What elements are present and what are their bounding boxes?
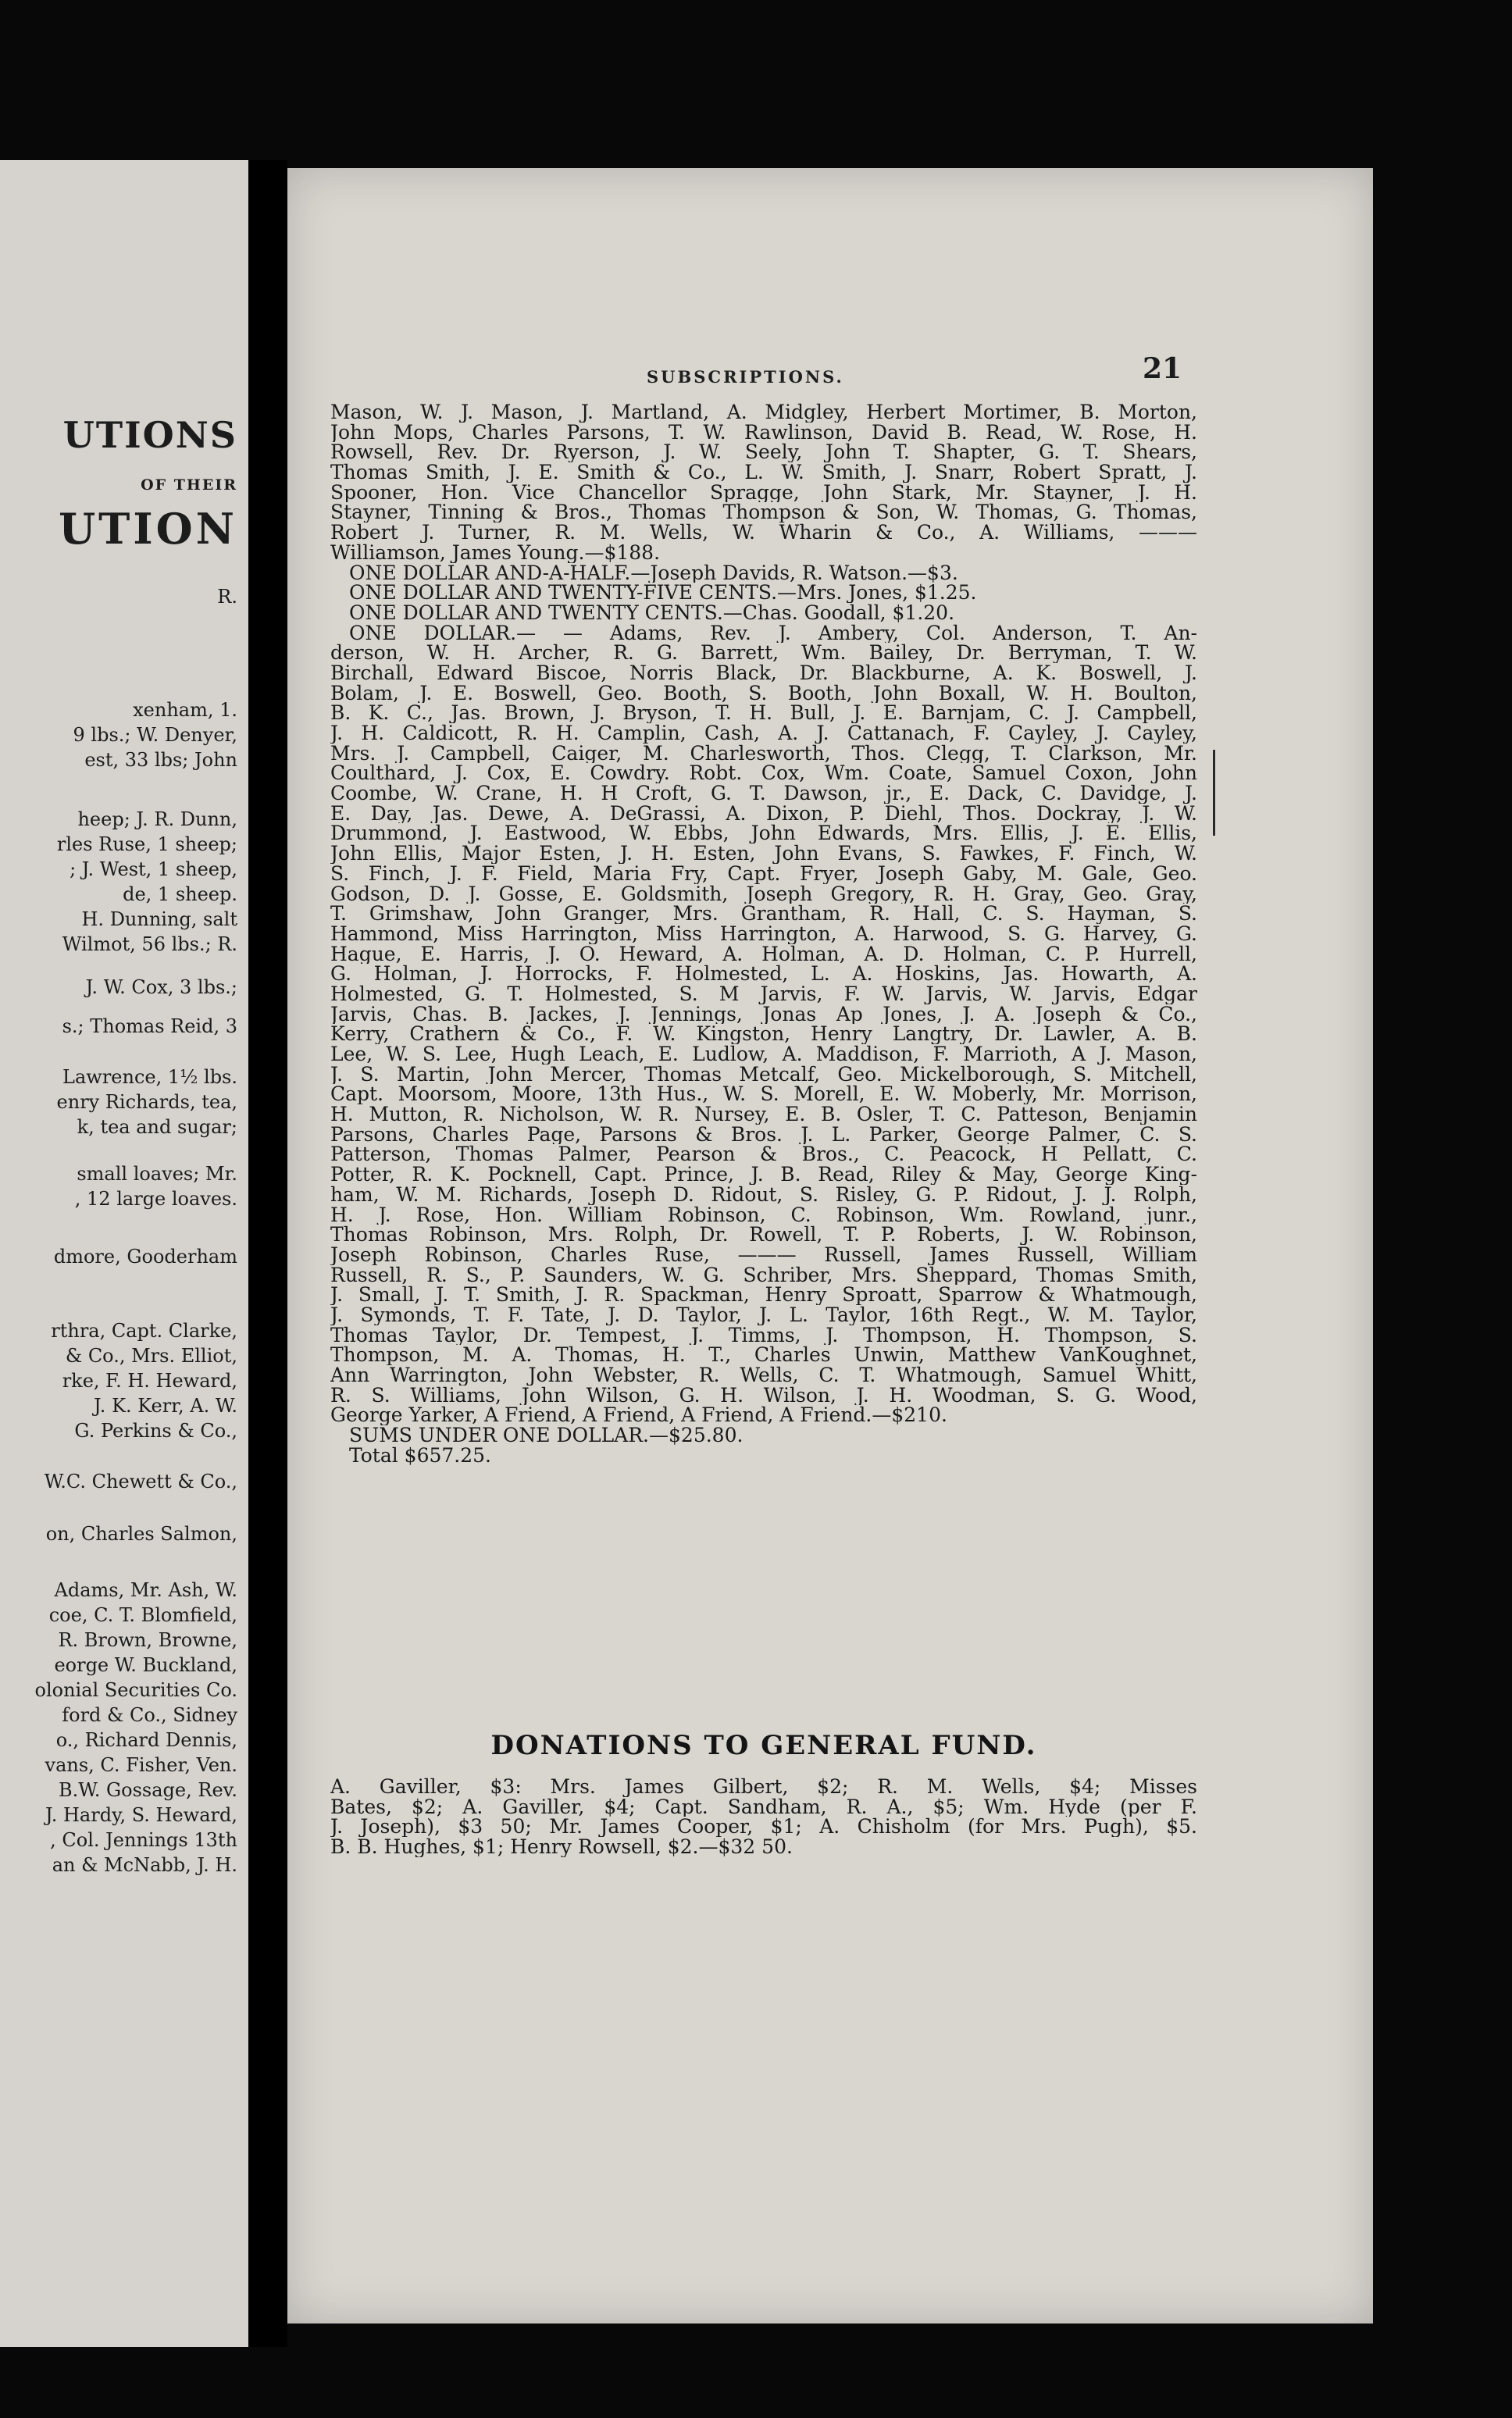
donations-list xyxy=(330,1777,1197,1857)
left-line: & Co., Mrs. Elliot, xyxy=(65,1345,237,1367)
text-line: Birchall, Edward Biscoe, Norris Black, Dr. Blackburne, A. K. Boswell, J. xyxy=(330,662,1197,683)
page-number: 21 xyxy=(1143,352,1182,385)
left-page xyxy=(0,160,248,2347)
right-page xyxy=(287,168,1373,2323)
left-line: dmore, Gooderham xyxy=(53,1246,237,1268)
text-line: Williamson, James Young.—$188. xyxy=(330,542,661,563)
text-line: Coulthard, J. Cox, E. Cowdry. Robt. Cox, Wm. Coate, Samuel Coxon, John xyxy=(330,763,1197,784)
left-line: k, tea and sugar; xyxy=(77,1116,237,1138)
left-line: vans, C. Fisher, Ven. xyxy=(45,1754,237,1776)
text-line: B. B. Hughes, $1; Henry Rowsell, $2.—$32 50. xyxy=(330,1837,793,1857)
text-line: Coombe, W. Crane, H. H Croft, G. T. Dawson, jr., E. Dack, C. Davidge, J. xyxy=(330,783,1197,804)
running-head: SUBSCRIPTIONS. xyxy=(647,367,844,387)
text-line: Bates, $2; A. Gaviller, $4; Capt. Sandham, R. A., $5; Wm. Hyde (per F. xyxy=(330,1796,1197,1817)
text-line: Mrs. J. Campbell, Caiger, M. Charlesworth, Thos. Clegg, T. Clarkson, Mr. xyxy=(330,743,1197,764)
left-line: , 12 large loaves. xyxy=(74,1188,237,1210)
left-line: Wilmot, 56 lbs.; R. xyxy=(62,933,237,955)
left-line: G. Perkins & Co., xyxy=(74,1420,237,1442)
text-line: Jarvis, Chas. B. Jackes, J. Jennings, Jonas Ap Jones, J. A. Joseph & Co., xyxy=(330,1004,1197,1025)
left-line: Adams, Mr. Ash, W. xyxy=(54,1579,237,1601)
text-line: Joseph Robinson, Charles Ruse, ——— Russell, James Russell, William xyxy=(330,1244,1197,1265)
text-line: J. Small, J. T. Smith, J. R. Spackman, Henry Sproatt, Sparrow & Whatmough, xyxy=(330,1285,1197,1305)
text-line: Russell, R. S., P. Saunders, W. G. Schriber, Mrs. Sheppard, Thomas Smith, xyxy=(330,1264,1197,1286)
left-line: enry Richards, tea, xyxy=(56,1091,237,1113)
left-line: R. Brown, Browne, xyxy=(58,1629,237,1651)
left-line: de, 1 sheep. xyxy=(123,883,237,905)
text-line: Hammond, Miss Harrington, Miss Harrington, A. Harwood, S. G. Harvey, G. xyxy=(330,923,1197,944)
text-line: Stayner, Tinning & Bros., Thomas Thompson & Son, W. Thomas, G. Thomas, xyxy=(330,502,1197,523)
section-heading: DONATIONS TO GENERAL FUND. xyxy=(490,1730,1037,1761)
text-line: G. Holman, J. Horrocks, F. Holmested, L. A. Hoskins, Jas. Howarth, A. xyxy=(330,964,1197,984)
left-line: xenham, 1. xyxy=(133,699,237,721)
text-line: Kerry, Crathern & Co., F. W. Kingston, Henry Langtry, Dr. Lawler, A. B. xyxy=(330,1024,1197,1044)
text-line: S. Finch, J. F. Field, Maria Fry, Capt. Fryer, Joseph Gaby, M. Gale, Geo. xyxy=(330,863,1197,884)
text-line: Mason, W. J. Mason, J. Martland, A. Midgley, Herbert Mortimer, B. Morton, xyxy=(330,402,1197,423)
left-line: rthra, Capt. Clarke, xyxy=(51,1320,237,1342)
text-line: J. Symonds, T. F. Tate, J. D. Taylor, J. L. Taylor, 16th Regt., W. M. Taylor, xyxy=(330,1304,1197,1325)
left-line: , Col. Jennings 13th xyxy=(50,1829,237,1851)
text-line: A. Gaviller, $3: Mrs. James Gilbert, $2; R. M. Wells, $4; Misses xyxy=(330,1777,1197,1797)
text-line: Drummond, J. Eastwood, W. Ebbs, John Edwards, Mrs. Ellis, J. E. Ellis, xyxy=(330,823,1197,844)
text-line: Spooner, Hon. Vice Chancellor Spragge, John Stark, Mr. Stayner, J. H. xyxy=(330,482,1197,503)
text-line: Godson, D. J. Gosse, E. Goldsmith, Joseph Gregory, R. H. Gray, Geo. Gray, xyxy=(330,883,1197,904)
text-line: B. K. C., Jas. Brown, J. Bryson, T. H. Bull, J. E. Barnjam, C. J. Campbell, xyxy=(330,703,1197,723)
left-line: small loaves; Mr. xyxy=(77,1163,237,1185)
text-line: ONE DOLLAR AND TWENTY-FIVE CENTS.—Mrs. Jones, $1.25. xyxy=(349,583,977,603)
left-line: eorge W. Buckland, xyxy=(54,1654,237,1676)
text-line: H. J. Rose, Hon. William Robinson, C. Robinson, Wm. Rowland, junr., xyxy=(330,1204,1197,1225)
left-line: olonial Securities Co. xyxy=(34,1679,237,1701)
left-line: s.; Thomas Reid, 3 xyxy=(62,1015,237,1037)
left-line: OF THEIR xyxy=(141,476,237,494)
text-line: Holmested, G. T. Holmested, S. M Jarvis, F. W. Jarvis, W. Jarvis, Edgar xyxy=(330,983,1197,1004)
text-line: J. S. Martin, John Mercer, Thomas Metcalf, Geo. Mickelborough, S. Mitchell, xyxy=(330,1064,1197,1085)
text-line: Hague, E. Harris, J. O. Heward, A. Holman, A. D. Holman, C. P. Hurrell, xyxy=(330,943,1197,965)
text-line: Patterson, Thomas Palmer, Pearson & Bros., C. Peacock, H Pellatt, C. xyxy=(330,1144,1197,1165)
text-line: Thomas Smith, J. E. Smith & Co., L. W. Smith, J. Snarr, Robert Spratt, J. xyxy=(330,462,1197,483)
text-line: Ann Warrington, John Webster, R. Wells, C. T. Whatmough, Samuel Whitt, xyxy=(330,1365,1197,1386)
left-line: an & McNabb, J. H. xyxy=(52,1854,237,1876)
left-line: on, Charles Salmon, xyxy=(45,1523,237,1545)
left-line: B.W. Gossage, Rev. xyxy=(59,1779,237,1801)
text-line: Rowsell, Rev. Dr. Ryerson, J. W. Seely, John T. Shapter, G. T. Shears, xyxy=(330,442,1197,463)
left-line: est, 33 lbs; John xyxy=(84,749,237,771)
text-line: J. Joseph), $3 50; Mr. James Cooper, $1; A. Chisholm (for Mrs. Pugh), $5. xyxy=(330,1817,1197,1838)
text-line: John Mops, Charles Parsons, T. W. Rawlinson, David B. Read, W. Rose, H. xyxy=(330,422,1197,443)
text-line: ONE DOLLAR.— — Adams, Rev. J. Ambery, Col. Anderson, T. An- xyxy=(349,622,1197,644)
text-line: H. Mutton, R. Nicholson, W. R. Nursey, E. B. Osler, T. C. Patteson, Benjamin xyxy=(330,1104,1197,1125)
left-line: UTION xyxy=(59,504,237,554)
left-line: Lawrence, 1½ lbs. xyxy=(62,1066,237,1088)
text-line: Bolam, J. E. Boswell, Geo. Booth, S. Booth, John Boxall, W. H. Boulton, xyxy=(330,683,1197,704)
left-line: rles Ruse, 1 sheep; xyxy=(56,833,237,855)
left-line: J. W. Cox, 3 lbs.; xyxy=(85,976,237,998)
text-line: Capt. Moorsom, Moore, 13th Hus., W. S. Morell, E. W. Moberly, Mr. Morrison, xyxy=(330,1084,1197,1105)
left-line: ford & Co., Sidney xyxy=(62,1704,237,1726)
text-line: Robert J. Turner, R. M. Wells, W. Wharin & Co., A. Williams, ——— xyxy=(330,522,1197,543)
text-line: Thomas Robinson, Mrs. Rolph, Dr. Rowell, T. P. Roberts, J. W. Robinson, xyxy=(330,1225,1197,1245)
text-line: ham, W. M. Richards, Joseph D. Ridout, S. Risley, G. P. Ridout, J. J. Rolph, xyxy=(330,1184,1197,1205)
text-line: Parsons, Charles Page, Parsons & Bros. J. L. Parker, George Palmer, C. S. xyxy=(330,1124,1197,1145)
left-line: coe, C. T. Blomfield, xyxy=(48,1604,237,1626)
text-line: derson, W. H. Archer, R. G. Barrett, Wm. Bailey, Dr. Berryman, T. W. xyxy=(330,643,1197,663)
left-line: W.C. Chewett & Co., xyxy=(44,1471,237,1493)
text-line: ONE DOLLAR AND-A-HALF.—Joseph Davids, R. Watson.—$3. xyxy=(349,562,958,583)
text-line: SUMS UNDER ONE DOLLAR.—$25.80. xyxy=(349,1425,744,1446)
text-line: J. H. Caldicott, R. H. Camplin, Cash, A. J. Cattanach, F. Cayley, J. Cayley, xyxy=(330,723,1197,744)
text-line: R. S. Williams, John Wilson, G. H. Wilson, J. H. Woodman, S. G. Wood, xyxy=(330,1385,1197,1406)
left-line: o., Richard Dennis, xyxy=(55,1729,237,1751)
left-line: rke, F. H. Heward, xyxy=(62,1370,237,1392)
margin-mark xyxy=(1213,750,1215,836)
left-line: J. K. Kerr, A. W. xyxy=(94,1395,237,1417)
text-line: E. Day, Jas. Dewe, A. DeGrassi, A. Dixon, P. Diehl, Thos. Dockray, J. W. xyxy=(330,803,1197,824)
text-line: George Yarker, A Friend, A Friend, A Friend, A Friend.—$210. xyxy=(330,1405,947,1426)
left-line: J. Hardy, S. Heward, xyxy=(45,1804,237,1826)
text-line: Lee, W. S. Lee, Hugh Leach, E. Ludlow, A. Maddison, F. Marrioth, A J. Mason, xyxy=(330,1044,1197,1065)
left-line: UTIONS xyxy=(62,414,237,456)
book-gutter xyxy=(248,160,287,2347)
text-line: Potter, R. K. Pocknell, Capt. Prince, J. B. Read, Riley & May, George King- xyxy=(330,1164,1197,1185)
text-line: John Ellis, Major Esten, J. H. Esten, John Evans, S. Fawkes, F. Finch, W. xyxy=(330,843,1197,864)
left-line: R. xyxy=(217,586,237,608)
left-line: 9 lbs.; W. Denyer, xyxy=(73,724,237,746)
text-line: Thompson, M. A. Thomas, H. T., Charles Unwin, Matthew VanKoughnet, xyxy=(330,1345,1197,1365)
subscription-list xyxy=(330,402,1197,1465)
total-line: Total $657.25. xyxy=(349,1445,492,1466)
text-line: ONE DOLLAR AND TWENTY CENTS.—Chas. Goodall, $1.20. xyxy=(349,602,955,623)
left-line: H. Dunning, salt xyxy=(81,908,237,930)
left-line: heep; J. R. Dunn, xyxy=(77,808,237,830)
left-line: ; J. West, 1 sheep, xyxy=(70,858,237,880)
text-line: T. Grimshaw, John Granger, Mrs. Grantham, R. Hall, C. S. Hayman, S. xyxy=(330,904,1197,924)
text-line: Thomas Taylor, Dr. Tempest, J. Timms, J. Thompson, H. Thompson, S. xyxy=(330,1325,1197,1346)
